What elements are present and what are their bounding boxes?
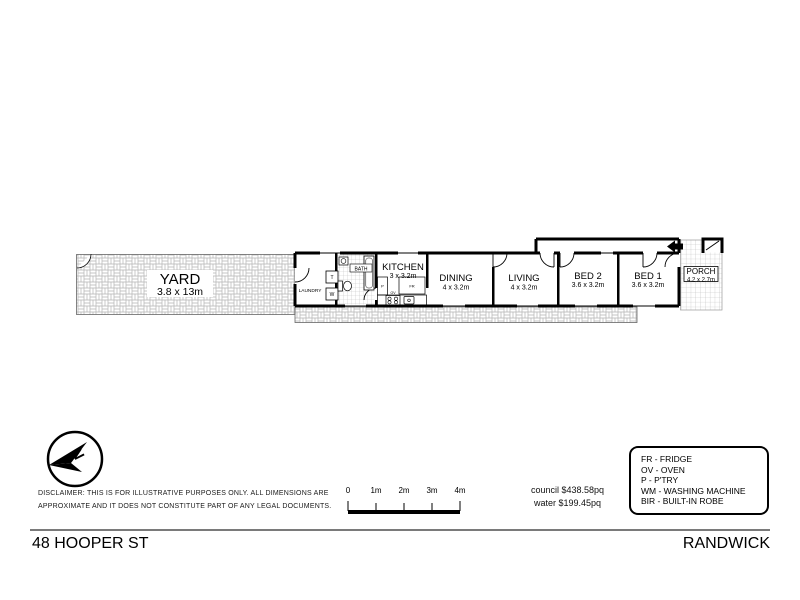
scale-label-0: 0: [345, 486, 351, 495]
legend-item-pantry: P - P'TRY: [641, 475, 679, 486]
porch-area: [681, 238, 724, 310]
oven-label: OV: [390, 291, 396, 296]
dining-dims: 4 x 3.2m: [442, 284, 470, 292]
legend-item-fridge: FR - FRIDGE: [641, 454, 692, 464]
water-rate: water $199.45pq: [533, 498, 602, 508]
kitchen-dims: 3 x 3.2m: [389, 273, 417, 280]
scale-label-4: 4m: [454, 486, 466, 495]
property-address: 48 HOOPER ST: [32, 535, 149, 552]
scale-label-2: 2m: [398, 486, 410, 495]
fridge-label: FR: [409, 283, 415, 289]
bed1-dims: 3.6 x 3.2m: [631, 282, 665, 289]
porch-label: PORCH: [686, 267, 716, 276]
footer-divider: [30, 529, 770, 531]
disclaimer-line1: DISCLAIMER: THIS IS FOR ILLUSTRATIVE PURPOSES ONLY. ALL DIMENSIONS ARE: [38, 490, 329, 497]
laundry-label: LAUNDRY: [298, 289, 322, 294]
scale-label-3: 3m: [426, 486, 438, 495]
laundry-tub-label: T: [330, 275, 334, 281]
legend-item-oven: OV - OVEN: [641, 464, 685, 475]
porch-dims: 4.2 x 2.7m: [686, 277, 716, 284]
council-rate: council $438.58pq: [530, 485, 605, 495]
yard-dims: 3.8 x 13m: [156, 286, 204, 298]
scale-bar: [340, 483, 470, 519]
legend-item-washer: WM - WASHING MACHINE: [641, 485, 746, 496]
kitchen-label: KITCHEN: [382, 262, 424, 273]
property-suburb: RANDWICK: [682, 535, 770, 552]
living-dims: 4 x 3.2m: [510, 284, 538, 292]
disclaimer-line2: APPROXIMATE AND IT DOES NOT CONSTITUTE PART OF ANY LEGAL DOCUMENTS.: [38, 502, 332, 510]
rates: [505, 484, 630, 510]
compass-north-label: N: [67, 445, 88, 463]
legend-box: [629, 446, 769, 515]
bed2-dims: 3.6 x 3.2m: [571, 282, 605, 289]
compass-logo: [44, 428, 106, 490]
bath-label: BATH: [354, 266, 368, 273]
laundry-washer-label: W: [329, 292, 335, 298]
bed2-label: BED 2: [574, 271, 602, 282]
pantry-label: P: [381, 283, 384, 289]
disclaimer: [38, 488, 358, 513]
bed1-label: BED 1: [634, 271, 662, 282]
legend-item-robe: BIR - BUILT-IN ROBE: [641, 496, 724, 507]
scale-label-1: 1m: [370, 486, 382, 495]
living-label: LIVING: [508, 273, 540, 284]
dining-label: DINING: [439, 273, 473, 284]
yard-label: YARD: [159, 271, 201, 288]
